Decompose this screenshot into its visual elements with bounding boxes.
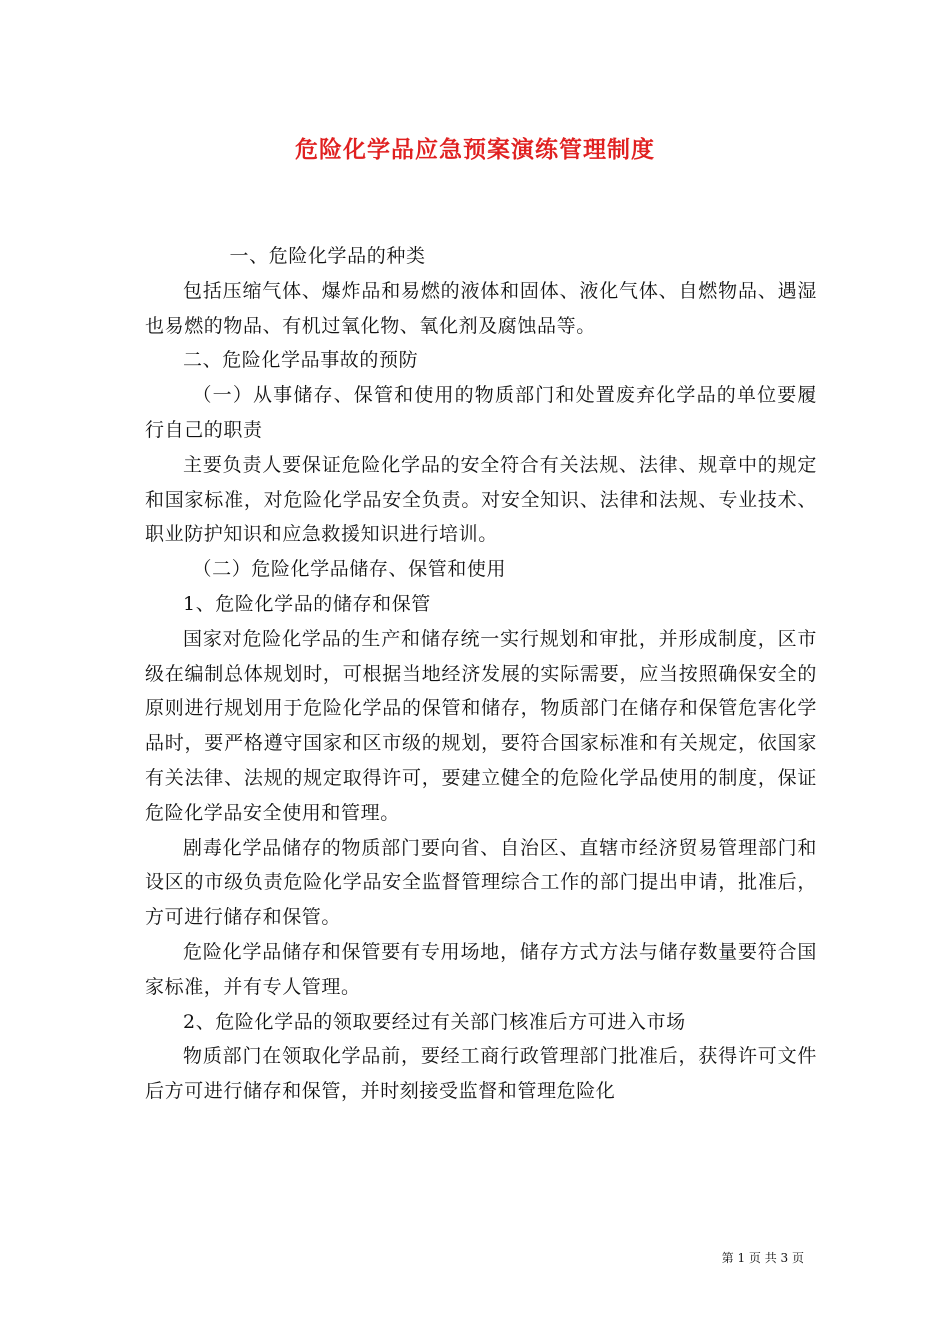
section-heading-prevention: 二、危险化学品事故的预防 [183,349,419,372]
subsection-heading-duties: （一）从事储存、保管和使用的物质部门和处置废弃化学品的单位要履行自己的职责 [145,384,817,441]
paragraph-national-planning: 国家对危险化学品的生产和储存统一实行规划和审批，并形成制度，区市级在编制总体规划时，可根据当地经济发展的实际需要，应当按照确保安全的原则进行规划用于危险化学品的保管和储存，物质部门在储存和保管危害化学品时，要严格遵守国家和区市级的规划，要符合国家标准和有关规定，依国家有关法律、法规的规定取得许可，要建立健全的危险化学品使用的制度，保证危险化学品安全使用和管理。 [145,627,817,824]
paragraph-responsibility: 主要负责人要保证危险化学品的安全符合有关法规、法律、规章中的规定和国家标准，对危险化学品安全负责。对安全知识、法律和法规、专业技术、职业防护知识和应急救援知识进行培训。 [145,453,817,546]
subsection-heading-storage-use: （二）危险化学品储存、保管和使用 [192,558,507,581]
item-heading-storage: 1、危险化学品的储存和保管 [183,592,431,615]
paragraph-toxic-chemicals: 剧毒化学品储存的物质部门要向省、自治区、直辖市经济贸易管理部门和设区的市级负责危险化学品安全监督管理综合工作的部门提出申请，批准后，方可进行储存和保管。 [145,836,817,929]
paragraph-storage-site: 危险化学品储存和保管要有专用场地，储存方式方法与储存数量要符合国家标准，并有专人管理。 [145,940,817,998]
section-heading-types: 一、危险化学品的种类 [229,245,426,267]
paragraph-types-list: 包括压缩气体、爆炸品和易燃的液体和固体、液化气体、自燃物品、遇湿也易燃的物品、有机过氧化物、氧化剂及腐蚀品等。 [145,279,817,337]
paragraph-approval: 物质部门在领取化学品前，要经工商行政管理部门批准后，获得许可文件后方可进行储存和保管，并时刻接受监督和管理危险化 [145,1045,817,1103]
document-title: 危险化学品应急预案演练管理制度 [295,137,655,163]
page-number: 第 1 页 共 3 页 [721,1251,804,1265]
document-body [145,239,817,1109]
item-heading-approval: 2、危险化学品的领取要经过有关部门核准后方可进入市场 [183,1010,686,1033]
